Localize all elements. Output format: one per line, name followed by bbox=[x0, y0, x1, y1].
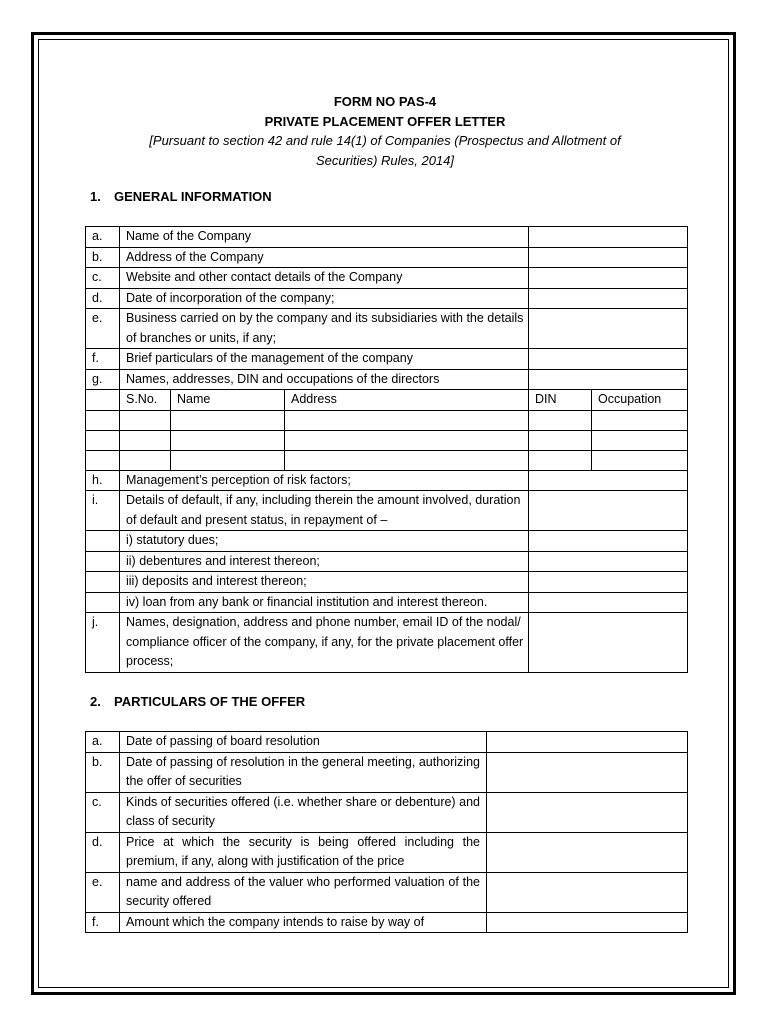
section1-title: GENERAL INFORMATION bbox=[114, 189, 272, 204]
answer-field[interactable] bbox=[529, 227, 688, 248]
answer-field[interactable] bbox=[487, 752, 688, 792]
table-row bbox=[86, 369, 688, 390]
item-letter bbox=[86, 531, 120, 552]
column-header-sno: S.No. bbox=[120, 390, 171, 411]
answer-field[interactable] bbox=[487, 792, 688, 832]
item-letter: d. bbox=[86, 832, 120, 872]
section1-number: 1. bbox=[90, 189, 101, 204]
answer-field[interactable] bbox=[487, 832, 688, 872]
column-header-din: DIN bbox=[529, 390, 592, 411]
directors-row bbox=[86, 410, 688, 430]
table-row bbox=[86, 268, 688, 289]
item-label: Name of the Company bbox=[120, 227, 529, 248]
item-label: Kinds of securities offered (i.e. whether share or debenture) and class of security bbox=[120, 792, 487, 832]
item-label: i) statutory dues; bbox=[120, 531, 529, 552]
item-label: Names, addresses, DIN and occupations of the directors bbox=[120, 369, 529, 390]
law-reference-line1: [Pursuant to section 42 and rule 14(1) of Companies (Prospectus and Allotment of bbox=[149, 133, 621, 148]
occupation-cell[interactable] bbox=[592, 410, 688, 430]
table-row bbox=[86, 613, 688, 673]
table-row bbox=[86, 792, 688, 832]
item-letter: i. bbox=[86, 491, 120, 531]
sno-cell[interactable] bbox=[120, 450, 171, 470]
item-label: Date of passing of board resolution bbox=[120, 732, 487, 753]
answer-field[interactable] bbox=[529, 491, 688, 531]
occupation-cell[interactable] bbox=[592, 430, 688, 450]
section2-title: PARTICULARS OF THE OFFER bbox=[114, 694, 306, 709]
general-information-table bbox=[85, 226, 688, 673]
form-title: FORM NO PAS-4 bbox=[333, 94, 437, 109]
answer-field[interactable] bbox=[529, 268, 688, 289]
answer-field[interactable] bbox=[529, 613, 688, 673]
item-letter: f. bbox=[86, 912, 120, 933]
table-row bbox=[86, 247, 688, 268]
law-reference-line2: Securities) Rules, 2014] bbox=[315, 153, 454, 168]
item-label: name and address of the valuer who performed valuation of the security offered bbox=[120, 872, 487, 912]
answer-field[interactable] bbox=[529, 551, 688, 572]
item-label: Price at which the security is being offered including the premium, if any, along with justification of the price bbox=[120, 832, 487, 872]
table-row bbox=[86, 531, 688, 552]
occupation-cell[interactable] bbox=[592, 450, 688, 470]
answer-field[interactable] bbox=[529, 349, 688, 370]
table-row bbox=[86, 227, 688, 248]
answer-field[interactable] bbox=[529, 369, 688, 390]
form-subtitle: PRIVATE PLACEMENT OFFER LETTER bbox=[264, 114, 506, 129]
directors-row bbox=[86, 450, 688, 470]
item-letter: b. bbox=[86, 247, 120, 268]
answer-field[interactable] bbox=[529, 288, 688, 309]
table-row bbox=[86, 491, 688, 531]
item-label: ii) debentures and interest thereon; bbox=[120, 551, 529, 572]
answer-field[interactable] bbox=[529, 247, 688, 268]
item-label: Management’s perception of risk factors; bbox=[120, 470, 529, 491]
table-row bbox=[86, 551, 688, 572]
answer-field[interactable] bbox=[529, 572, 688, 593]
din-cell[interactable] bbox=[529, 430, 592, 450]
item-letter: b. bbox=[86, 752, 120, 792]
answer-field[interactable] bbox=[487, 872, 688, 912]
item-letter: e. bbox=[86, 872, 120, 912]
offer-particulars-table bbox=[85, 731, 688, 933]
item-label: Brief particulars of the management of the company bbox=[120, 349, 529, 370]
name-cell[interactable] bbox=[171, 410, 285, 430]
din-cell[interactable] bbox=[529, 450, 592, 470]
section1-heading bbox=[90, 189, 272, 204]
table-row bbox=[86, 309, 688, 349]
answer-field[interactable] bbox=[529, 592, 688, 613]
table-row bbox=[86, 752, 688, 792]
item-label: Details of default, if any, including therein the amount involved, duration of default and present status, in repayment of – bbox=[120, 491, 529, 531]
column-header-address: Address bbox=[285, 390, 529, 411]
item-letter: f. bbox=[86, 349, 120, 370]
answer-field[interactable] bbox=[487, 912, 688, 933]
item-label: iv) loan from any bank or financial institution and interest thereon. bbox=[120, 592, 529, 613]
answer-field[interactable] bbox=[529, 309, 688, 349]
item-letter: c. bbox=[86, 268, 120, 289]
item-letter: a. bbox=[86, 227, 120, 248]
item-label: Amount which the company intends to raise by way of bbox=[120, 912, 487, 933]
address-cell[interactable] bbox=[285, 450, 529, 470]
table-row bbox=[86, 832, 688, 872]
item-letter bbox=[86, 572, 120, 593]
table-row bbox=[86, 349, 688, 370]
item-label: Date of incorporation of the company; bbox=[120, 288, 529, 309]
item-letter bbox=[86, 551, 120, 572]
answer-field[interactable] bbox=[529, 470, 688, 491]
item-label: Website and other contact details of the Company bbox=[120, 268, 529, 289]
item-letter bbox=[86, 592, 120, 613]
column-header-name: Name bbox=[171, 390, 285, 411]
table-row bbox=[86, 872, 688, 912]
directors-header-row bbox=[86, 390, 688, 411]
item-label: Business carried on by the company and its subsidiaries with the details of branches or units, if any; bbox=[120, 309, 529, 349]
section2-heading bbox=[90, 694, 305, 709]
item-letter: h. bbox=[86, 470, 120, 491]
answer-field[interactable] bbox=[487, 732, 688, 753]
section2-number: 2. bbox=[90, 694, 101, 709]
din-cell[interactable] bbox=[529, 410, 592, 430]
item-label: Names, designation, address and phone number, email ID of the nodal/ compliance officer of the company, if any, for the private placement offer process; bbox=[120, 613, 529, 673]
name-cell[interactable] bbox=[171, 450, 285, 470]
address-cell[interactable] bbox=[285, 430, 529, 450]
directors-row bbox=[86, 430, 688, 450]
sno-cell[interactable] bbox=[120, 430, 171, 450]
address-cell[interactable] bbox=[285, 410, 529, 430]
item-letter: g. bbox=[86, 369, 120, 390]
item-letter: a. bbox=[86, 732, 120, 753]
item-letter: j. bbox=[86, 613, 120, 673]
table-row bbox=[86, 592, 688, 613]
name-cell[interactable] bbox=[171, 430, 285, 450]
item-letter: c. bbox=[86, 792, 120, 832]
table-row bbox=[86, 732, 688, 753]
answer-field[interactable] bbox=[529, 531, 688, 552]
item-label: iii) deposits and interest thereon; bbox=[120, 572, 529, 593]
table-row bbox=[86, 912, 688, 933]
column-header-occupation: Occupation bbox=[592, 390, 688, 411]
item-letter: e. bbox=[86, 309, 120, 349]
table-row bbox=[86, 572, 688, 593]
item-label: Address of the Company bbox=[120, 247, 529, 268]
item-label: Date of passing of resolution in the general meeting, authorizing the offer of securities bbox=[120, 752, 487, 792]
blank-cell bbox=[86, 390, 120, 411]
sno-cell[interactable] bbox=[120, 410, 171, 430]
item-letter: d. bbox=[86, 288, 120, 309]
table-row bbox=[86, 470, 688, 491]
table-row bbox=[86, 288, 688, 309]
